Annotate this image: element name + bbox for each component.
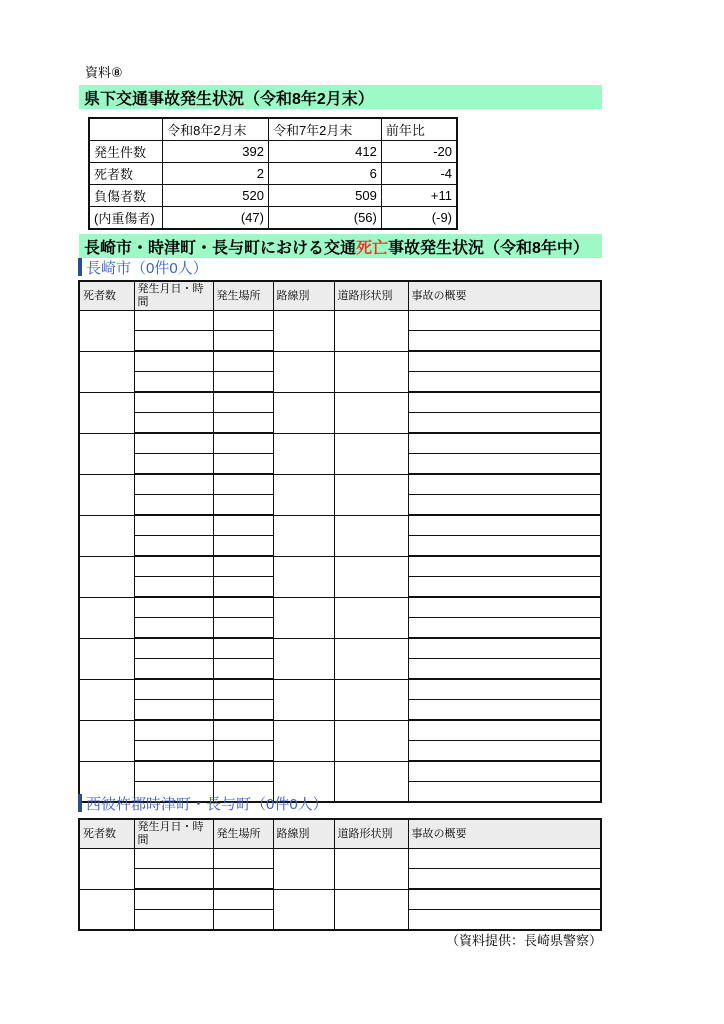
date-time-cell [134,597,213,618]
summary-cell [408,597,601,618]
date-time-cell [134,577,213,598]
accident-header-row [79,819,601,849]
location-cell [213,849,273,869]
value-cell: 6 [268,163,381,185]
summary-cell [408,495,601,516]
deaths-cell [79,515,134,556]
route-cell [273,679,334,720]
summary-cell [408,700,601,721]
table-row [79,889,601,910]
deaths-cell [79,392,134,433]
date-time-cell [134,659,213,680]
table-row [79,638,601,659]
column-header: 発生月日・時間 [134,819,213,849]
road-shape-cell [334,720,408,761]
location-cell [213,351,273,372]
location-cell [213,536,273,557]
page-title-text: 県下交通事故発生状況（令和8年2月末） [84,90,374,108]
value-cell: 412 [268,141,381,163]
column-header: 令和7年2月末 [268,118,381,141]
table-row [79,392,601,413]
summary-cell [408,618,601,639]
location-cell [213,597,273,618]
heading-accent-bar [78,258,82,276]
date-time-cell [134,638,213,659]
location-cell [213,454,273,475]
heading-accent-bar [78,794,82,812]
row-label: 死者数 [89,163,163,185]
summary-data-row [89,185,457,207]
column-header: 事故の概要 [408,281,601,311]
table-row [79,351,601,372]
location-cell [213,700,273,721]
accident-table-nagasaki [78,280,602,803]
route-cell [273,720,334,761]
road-shape-cell [334,392,408,433]
location-cell [213,889,273,910]
column-header: 路線別 [273,819,334,849]
value-cell: (-9) [381,207,457,230]
section-title-bar [79,234,602,258]
summary-cell [408,454,601,475]
route-cell [273,433,334,474]
doc-number-label: 資料⑧ [85,65,123,80]
route-cell [273,392,334,433]
deaths-cell [79,311,134,352]
date-time-cell [134,433,213,454]
summary-cell [408,392,601,413]
deaths-cell [79,720,134,761]
deaths-cell [79,638,134,679]
column-header: 道路形状別 [334,819,408,849]
column-header: 死者数 [79,819,134,849]
deaths-cell [79,679,134,720]
value-cell: -20 [381,141,457,163]
summary-cell [408,679,601,700]
section-title-prefix: 長崎市・時津町・長与町における交通 [84,239,357,257]
date-time-cell [134,556,213,577]
summary-cell [408,782,601,803]
road-shape-cell [334,597,408,638]
route-cell [273,638,334,679]
value-cell: -4 [381,163,457,185]
value-cell: 392 [163,141,269,163]
deaths-cell [79,889,134,930]
summary-cell [408,849,601,869]
summary-cell [408,577,601,598]
location-cell [213,331,273,352]
road-shape-cell [334,515,408,556]
location-cell [213,761,273,782]
location-cell [213,372,273,393]
location-cell [213,515,273,536]
route-cell [273,597,334,638]
row-label: 発生件数 [89,141,163,163]
deaths-cell [79,351,134,392]
summary-cell [408,372,601,393]
date-time-cell [134,679,213,700]
location-cell [213,433,273,454]
column-header: 発生月日・時間 [134,281,213,311]
summary-cell [408,433,601,454]
location-cell [213,659,273,680]
column-header: 前年比 [381,118,457,141]
table-row [79,849,601,869]
date-time-cell [134,869,213,890]
column-header: 道路形状別 [334,281,408,311]
date-time-cell [134,720,213,741]
location-cell [213,679,273,700]
summary-cell [408,910,601,931]
table-row [79,761,601,782]
subsection-heading-label: 長崎市（0件0人） [86,259,208,277]
road-shape-cell [334,351,408,392]
location-cell [213,720,273,741]
value-cell: +11 [381,185,457,207]
date-time-cell [134,372,213,393]
date-time-cell [134,618,213,639]
summary-cell [408,659,601,680]
location-cell [213,311,273,331]
location-cell [213,618,273,639]
date-time-cell [134,910,213,931]
road-shape-cell [334,311,408,352]
table-row [79,474,601,495]
summary-cell [408,351,601,372]
row-label: 負傷者数 [89,185,163,207]
table-row [79,433,601,454]
summary-cell [408,413,601,434]
route-cell [273,474,334,515]
value-cell: 2 [163,163,269,185]
section-title-highlight: 死亡 [356,239,389,257]
table-row [79,556,601,577]
date-time-cell [134,536,213,557]
summary-cell [408,474,601,495]
subsection-heading-nagasaki [78,257,208,277]
section-title-suffix: 事故発生状況（令和8年中） [388,239,589,257]
value-cell: (56) [268,207,381,230]
date-time-cell [134,849,213,869]
deaths-cell [79,849,134,890]
column-header: 令和8年2月末 [163,118,269,141]
date-time-cell [134,392,213,413]
table-row [79,597,601,618]
route-cell [273,556,334,597]
table-row [79,720,601,741]
summary-cell [408,638,601,659]
road-shape-cell [334,679,408,720]
route-cell [273,889,334,930]
date-time-cell [134,495,213,516]
page-title-bar [79,85,602,109]
location-cell [213,474,273,495]
summary-cell [408,515,601,536]
date-time-cell [134,741,213,762]
deaths-cell [79,433,134,474]
date-time-cell [134,700,213,721]
subsection-heading-label: 西彼杵郡時津町・長与町（0件0人） [86,795,328,813]
summary-cell [408,741,601,762]
summary-cell [408,331,601,352]
deaths-cell [79,556,134,597]
summary-cell [408,536,601,557]
subsection-heading-nishisonogi [78,793,328,813]
date-time-cell [134,515,213,536]
summary-header-row [89,118,457,141]
date-time-cell [134,889,213,910]
column-header: 事故の概要 [408,819,601,849]
summary-cell [408,720,601,741]
row-label: (内重傷者) [89,207,163,230]
date-time-cell [134,454,213,475]
summary-cell [408,869,601,890]
location-cell [213,392,273,413]
location-cell [213,495,273,516]
summary-cell [408,889,601,910]
value-cell: 520 [163,185,269,207]
date-time-cell [134,474,213,495]
table-row [79,515,601,536]
summary-data-row [89,163,457,185]
value-cell: 509 [268,185,381,207]
route-cell [273,849,334,890]
date-time-cell [134,311,213,331]
summary-cell [408,556,601,577]
source-credit: （資料提供：長崎県警察） [445,933,602,948]
date-time-cell [134,413,213,434]
table-row [79,311,601,331]
road-shape-cell [334,889,408,930]
accident-header-row [79,281,601,311]
location-cell [213,577,273,598]
summary-cell [408,311,601,331]
summary-cell [408,761,601,782]
road-shape-cell [334,761,408,802]
corner-cell [89,118,163,141]
summary-data-row [89,141,457,163]
location-cell [213,638,273,659]
location-cell [213,413,273,434]
date-time-cell [134,351,213,372]
deaths-cell [79,474,134,515]
road-shape-cell [334,556,408,597]
value-cell: (47) [163,207,269,230]
road-shape-cell [334,849,408,890]
summary-data-row [89,207,457,230]
deaths-cell [79,597,134,638]
route-cell [273,351,334,392]
date-time-cell [134,761,213,782]
road-shape-cell [334,474,408,515]
road-shape-cell [334,638,408,679]
table-row [79,679,601,700]
location-cell [213,869,273,890]
column-header: 発生場所 [213,819,273,849]
location-cell [213,741,273,762]
accident-table-nishisonogi [78,818,602,931]
location-cell [213,556,273,577]
location-cell [213,910,273,931]
route-cell [273,515,334,556]
column-header: 発生場所 [213,281,273,311]
summary-table [88,117,458,230]
road-shape-cell [334,433,408,474]
date-time-cell [134,331,213,352]
route-cell [273,311,334,352]
column-header: 路線別 [273,281,334,311]
column-header: 死者数 [79,281,134,311]
